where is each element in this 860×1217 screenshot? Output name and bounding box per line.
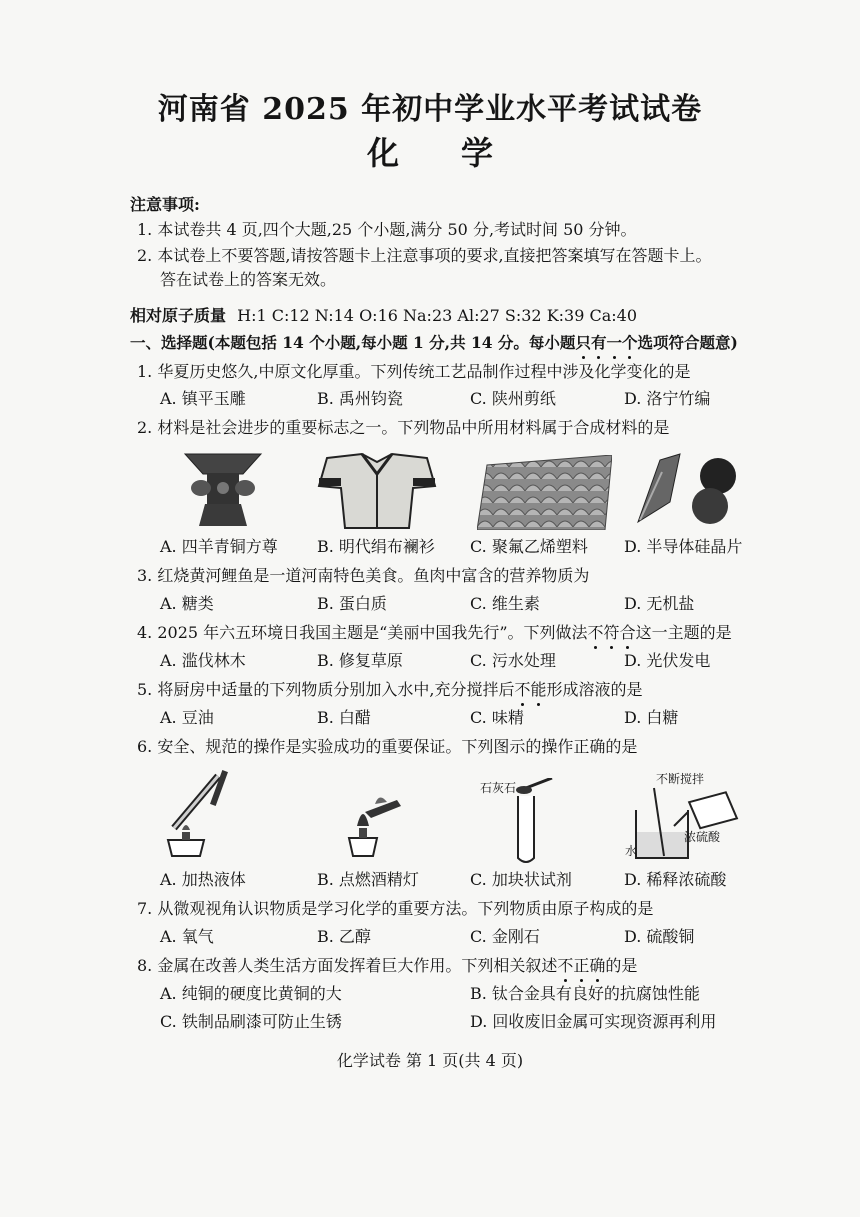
q8-option-c: C. 铁制品刷漆可防止生锈 — [160, 1012, 342, 1031]
q4-stem-pre: 4. 2025 年六五环境日我国主题是“美丽中国我先行”。下列做法 — [137, 623, 588, 642]
q3-option-c: C. 维生素 — [470, 594, 540, 613]
water-label: 水 — [625, 844, 638, 858]
lighting-alcohol-lamp-diagram — [335, 782, 415, 860]
question-7-stem: 7. 从微观视角认识物质是学习化学的重要方法。下列物质由原子构成的是 — [137, 899, 654, 918]
emphasis-char: 合 — [619, 623, 636, 642]
q4-option-c: C. 污水处理 — [470, 651, 556, 670]
diluting-sulfuric-acid-diagram — [630, 782, 750, 864]
limestone-label: 石灰石 — [480, 781, 517, 795]
atomic-mass-values: H:1 C:12 N:14 O:16 Na:23 Al:27 S:32 K:39 Ca:40 — [237, 306, 638, 325]
q7-option-b: B. 乙醇 — [317, 927, 371, 946]
atomic-mass-label: 相对原子质量 — [130, 306, 227, 325]
q4-option-d: D. 光伏发电 — [624, 651, 711, 670]
q5-option-c: C. 味精 — [470, 708, 524, 727]
q5-option-b: B. 白醋 — [317, 708, 371, 727]
q6-option-d: D. 稀释浓硫酸 — [624, 870, 727, 889]
q5-stem-pre: 5. 将厨房中适量的下列物质分别加入水中,充分搅拌后 — [137, 680, 515, 699]
question-6-stem: 6. 安全、规范的操作是实验成功的重要保证。下列图示的操作正确的是 — [137, 737, 638, 756]
q6-option-b: B. 点燃酒精灯 — [317, 870, 419, 889]
section-1-heading — [130, 333, 738, 353]
emphasis-char: 不 — [514, 680, 531, 699]
page-footer: 化学试卷 第 1 页(共 4 页) — [336, 1051, 524, 1070]
emphasis-char: 有 — [590, 333, 607, 352]
notice-heading: 注意事项: — [130, 195, 200, 214]
q1-option-c: C. 陕州剪纸 — [470, 389, 556, 408]
emphasis-char: 不 — [557, 956, 574, 975]
q8-option-b: B. 钛合金具有良好的抗腐蚀性能 — [470, 984, 700, 1003]
q4-option-a: A. 滥伐林木 — [160, 651, 246, 670]
q2-option-a: A. 四羊青铜方尊 — [160, 537, 278, 556]
notice-item-1: 1. 本试卷共 4 页,四个大题,25 个小题,满分 50 分,考试时间 50 分钟。 — [137, 220, 637, 239]
section-1-heading-pre: 一、选择题(本题包括 14 个小题,每小题 1 分,共 14 分。每小题 — [130, 333, 576, 352]
question-5-stem — [137, 680, 643, 700]
silicon-wafer-image — [630, 452, 750, 530]
subject-title: 化学 — [366, 134, 555, 172]
heating-liquid-diagram — [160, 768, 250, 860]
q3-option-b: B. 蛋白质 — [317, 594, 387, 613]
q6-option-a: A. 加热液体 — [160, 870, 246, 889]
q1-option-d: D. 洛宁竹编 — [624, 389, 711, 408]
question-4-stem — [137, 623, 732, 643]
q4-option-b: B. 修复草原 — [317, 651, 403, 670]
bronze-vessel-image — [183, 452, 263, 530]
q8-option-a: A. 纯铜的硬度比黄铜的大 — [160, 984, 342, 1003]
q6-option-c: C. 加块状试剂 — [470, 870, 572, 889]
q5-option-a: A. 豆油 — [160, 708, 214, 727]
q2-option-c: C. 聚氟乙烯塑料 — [470, 537, 588, 556]
question-3-stem: 3. 红烧黄河鲤鱼是一道河南特色美食。鱼肉中富含的营养物质为 — [137, 566, 590, 585]
acid-label: 浓硫酸 — [684, 830, 721, 844]
q3-option-a: A. 糖类 — [160, 594, 214, 613]
emphasis-char: 能 — [530, 680, 547, 699]
emphasis-char: 只 — [575, 333, 591, 352]
emphasis-char: 不 — [587, 623, 604, 642]
q5-option-d: D. 白糖 — [624, 708, 679, 727]
emphasis-char: 个 — [621, 333, 638, 352]
q2-option-d: D. 半导体硅晶片 — [624, 537, 743, 556]
q8-stem-pre: 8. 金属在改善人类生活方面发挥着巨大作用。下列相关叙述 — [137, 956, 558, 975]
emphasis-char: 一 — [606, 333, 622, 352]
emphasis-char: 正 — [573, 956, 590, 975]
q7-option-c: C. 金刚石 — [470, 927, 540, 946]
atomic-mass-line — [130, 306, 637, 326]
silk-robe-image — [317, 452, 437, 530]
emphasis-char: 符 — [603, 623, 620, 642]
q7-option-a: A. 氧气 — [160, 927, 214, 946]
exam-title: 河南省 2025 年初中学业水平考试试卷 — [157, 92, 703, 127]
q5-stem-post: 形成溶液的是 — [546, 680, 643, 699]
section-1-heading-post: 选项符合题意) — [637, 333, 738, 352]
q3-option-d: D. 无机盐 — [624, 594, 695, 613]
q8-stem-post: 的是 — [605, 956, 638, 975]
q1-option-a: A. 镇平玉雕 — [160, 389, 246, 408]
stir-label: 不断搅拌 — [656, 772, 705, 786]
plastic-sheet-image — [477, 455, 612, 530]
q4-stem-post: 这一主题的是 — [635, 623, 732, 642]
q7-option-d: D. 硫酸铜 — [624, 927, 695, 946]
question-2-stem: 2. 材料是社会进步的重要标志之一。下列物品中所用材料属于合成材料的是 — [137, 418, 670, 437]
question-1-stem: 1. 华夏历史悠久,中原文化厚重。下列传统工艺品制作过程中涉及化学变化的是 — [137, 362, 691, 381]
question-8-stem — [137, 956, 637, 976]
q2-option-b: B. 明代绢布襕衫 — [317, 537, 435, 556]
notice-item-2-cont: 答在试卷上的答案无效。 — [160, 270, 337, 289]
q1-option-b: B. 禹州钧瓷 — [317, 389, 403, 408]
q8-option-d: D. 回收废旧金属可实现资源再利用 — [470, 1012, 717, 1031]
emphasis-char: 确 — [589, 956, 606, 975]
notice-item-2: 2. 本试卷上不要答题,请按答题卡上注意事项的要求,直接把答案填写在答题卡上。 — [137, 246, 712, 265]
